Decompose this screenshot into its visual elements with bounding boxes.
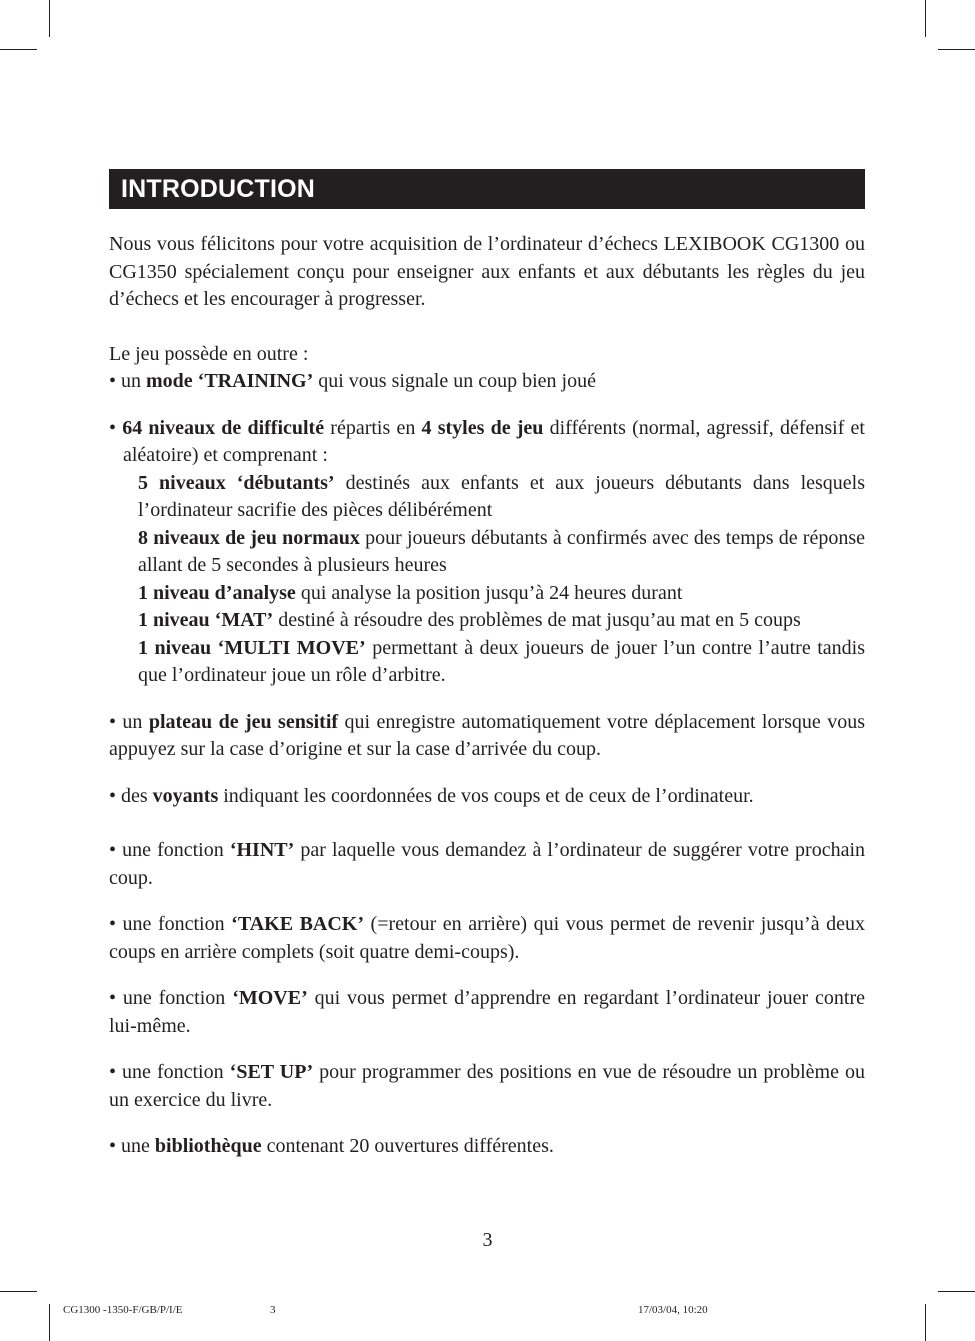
section-title: INTRODUCTION (109, 169, 865, 209)
bullet-sensitive-board: • un plateau de jeu sensitif qui enregistre automatiquement votre déplacement lorsque vous appuyez sur la case d’origine et sur la case d’arrivée du coup. (109, 710, 865, 760)
footer-date: 17/03/04, 10:20 (638, 1304, 708, 1316)
crop-mark (0, 49, 37, 50)
crop-mark (0, 1291, 37, 1292)
features-lead: Le jeu possède en outre : (109, 342, 309, 365)
level-item: 8 niveaux de jeu normaux pour joueurs débutants à confirmés avec des temps de réponse allant de 5 secondes à plusieurs heures (138, 526, 865, 576)
level-item: 1 niveau ‘MULTI MOVE’ permettant à deux joueurs de jouer l’un contre l’autre tandis que l’ordinateur joue un rôle d’arbitre. (138, 636, 865, 686)
crop-mark (938, 49, 975, 50)
bullet-hint: • une fonction ‘HINT’ par laquelle vous demandez à l’ordinateur de suggérer votre prochain coup. (109, 839, 866, 889)
level-item: 5 niveaux ‘débutants’ destinés aux enfants et aux joueurs débutants dans lesquels l’ordinateur sacrifie des pièces délibérément (138, 471, 865, 521)
page-body (109, 231, 865, 1161)
intro-paragraph: Nous vous félicitons pour votre acquisition de l’ordinateur d’échecs LEXIBOOK CG1300 ou CG1350 spécialement conçu pour enseigner aux enfants et aux débutants les règles du jeu d’échecs et les encourager à progresser. (109, 233, 865, 310)
level-item: 1 niveau ‘MAT’ destiné à résoudre des problèmes de mat jusqu’au mat en 5 coups (138, 609, 801, 631)
levels-list (109, 470, 865, 690)
bullet-library: • une bibliothèque contenant 20 ouvertures différentes. (109, 1135, 554, 1157)
crop-mark (49, 0, 50, 37)
level-item: 1 niveau d’analyse qui analyse la position jusqu’à 24 heures durant (138, 581, 683, 604)
crop-mark (938, 1291, 975, 1292)
footer-file-name: CG1300 -1350-F/GB/P/I/E (63, 1304, 183, 1316)
page-number: 3 (482, 1229, 493, 1251)
bullet-set-up: • une fonction ‘SET UP’ pour programmer des positions en vue de résoudre un problème ou un exercice du livre. (109, 1061, 866, 1111)
bullet-training: • un mode ‘TRAINING’ qui vous signale un coup bien joué (109, 370, 596, 392)
bullet-leds: • des voyants indiquant les coordonnées de vos coups et de ceux de l’ordinateur. (109, 784, 754, 807)
crop-mark (925, 1304, 926, 1341)
bullet-take-back: • une fonction ‘TAKE BACK’ (=retour en arrière) qui vous permet de revenir jusqu’à deux coups en arrière complets (soit quatre demi-coups). (109, 913, 865, 963)
crop-mark (49, 1304, 50, 1341)
bullet-levels: • 64 niveaux de difficulté répartis en 4 styles de jeu différents (normal, agressif, défensif et aléatoire) et comprenant : (109, 416, 865, 466)
crop-mark (925, 0, 926, 37)
bullet-move: • une fonction ‘MOVE’ qui vous permet d’apprendre en regardant l’ordinateur jouer contre lui-même. (109, 987, 865, 1037)
footer-page-number: 3 (270, 1304, 276, 1316)
